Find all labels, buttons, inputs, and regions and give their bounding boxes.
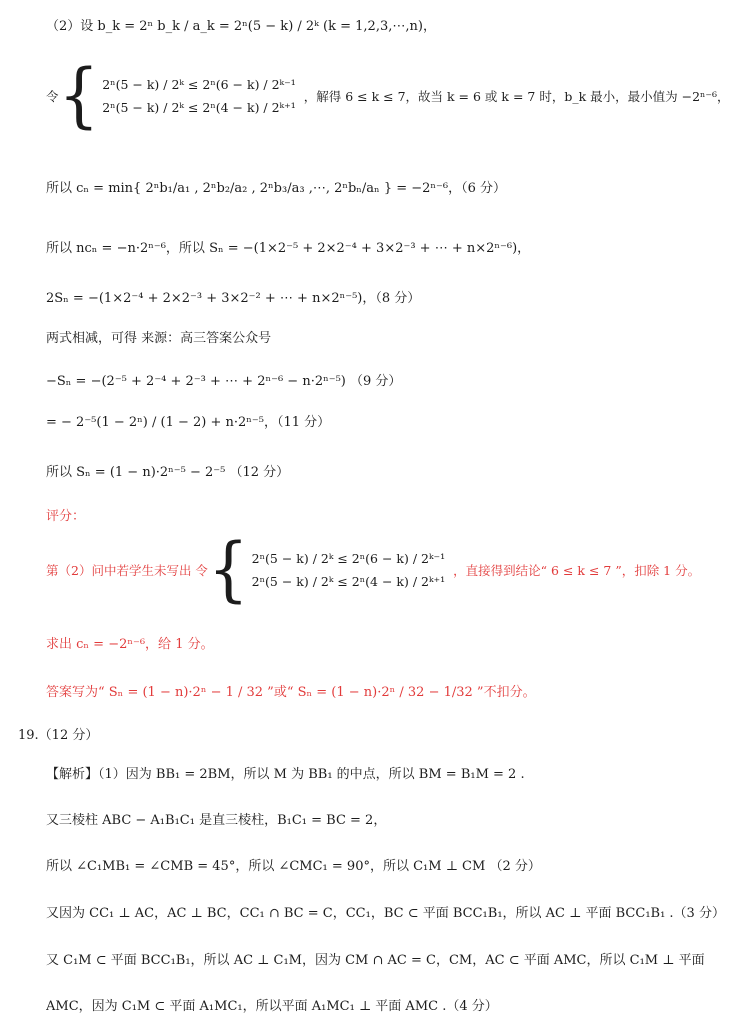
line-18: 又因为 CC₁ ⊥ AC，AC ⊥ BC，CC₁ ∩ BC = C，CC₁，BC ⊂ 平面 BCC₁B₁，所以 AC ⊥ 平面 BCC₁B₁ .（3 分） [46, 906, 725, 921]
line-4: 所以 ncₙ = −n·2ⁿ⁻⁶，所以 Sₙ = −(1×2⁻⁵ + 2×2⁻⁴ + 3×2⁻³ + ⋯ + n×2ⁿ⁻⁶)， [46, 241, 531, 256]
prefix-ling: 令 [46, 88, 59, 104]
line-8: = − 2⁻⁵(1 − 2ⁿ) / (1 − 2) + n·2ⁿ⁻⁵，（11 分） [46, 415, 331, 430]
comment-after: ，直接得到结论“ 6 ≤ k ≤ 7 ”，扣除 1 分。 [453, 562, 701, 578]
line-1: （2）设 b_k = 2ⁿ b_k / a_k = 2ⁿ(5 − k) / 2ᵏ (k = 1,2,3,⋯,n)， [46, 19, 436, 34]
line-20: AMC，因为 C₁M ⊂ 平面 A₁MC₁，所以平面 A₁MC₁ ⊥ 平面 AMC .（4 分） [46, 999, 498, 1014]
line-12-comment: 求出 cₙ = −2ⁿ⁻⁶，给 1 分。 [46, 637, 214, 652]
line-6: 两式相减，可得 来源：高三答案公众号 [46, 331, 272, 346]
line-17: 所以 ∠C₁MB₁ = ∠CMB = 45°，所以 ∠CMC₁ = 90°，所以 C₁M ⊥ CM （2 分） [46, 859, 541, 874]
line-16: 又三棱柱 ABC − A₁B₁C₁ 是直三棱柱，B₁C₁ = BC = 2， [46, 813, 387, 828]
line-7: −Sₙ = −(2⁻⁵ + 2⁻⁴ + 2⁻³ + ⋯ + 2ⁿ⁻⁶ − n·2ⁿ⁻⁵) （9 分） [46, 374, 402, 389]
inequality-row-1: 2ⁿ(5 − k) / 2ᵏ ≤ 2ⁿ(6 − k) / 2ᵏ⁻¹ [102, 77, 296, 92]
line-13-comment: 答案写为“ Sₙ = (1 − n)·2ⁿ − 1 / 32 ”或“ Sₙ = (1 − n)·2ⁿ / 32 − 1/32 ”不扣分。 [46, 685, 536, 700]
inequality-row-4: 2ⁿ(5 − k) / 2ᵏ ≤ 2ⁿ(4 − k) / 2ᵏ⁺¹ [251, 574, 446, 589]
question-19-heading: 19.（12 分） [18, 728, 99, 743]
line-5: 2Sₙ = −(1×2⁻⁴ + 2×2⁻³ + 3×2⁻² + ⋯ + n×2ⁿ⁻⁵)，（8 分） [46, 291, 421, 306]
line-15: 【解析】（1）因为 BB₁ = 2BM，所以 M 为 BB₁ 的中点，所以 BM = B₁M = 2 . [46, 767, 525, 782]
left-brace: { [58, 55, 100, 137]
inequality-row-2: 2ⁿ(5 − k) / 2ᵏ ≤ 2ⁿ(4 − k) / 2ᵏ⁺¹ [102, 100, 296, 115]
inequality-row-3: 2ⁿ(5 − k) / 2ᵏ ≤ 2ⁿ(6 − k) / 2ᵏ⁻¹ [251, 551, 446, 566]
system-inequality-1 [46, 55, 730, 137]
line-19: 又 C₁M ⊂ 平面 BCC₁B₁，所以 AC ⊥ C₁M，因为 CM ∩ AC = C，CM，AC ⊂ 平面 AMC，所以 C₁M ⊥ 平面 [46, 953, 705, 968]
inequality-result: ，解得 6 ≤ k ≤ 7，故当 k = 6 或 k = 7 时，b_k 最小，最小值为 −2ⁿ⁻⁶， [303, 88, 730, 104]
line-10-comment: 评分： [46, 509, 86, 524]
system-inequality-2 [46, 529, 701, 611]
left-brace-2: { [207, 529, 249, 611]
comment-prefix: 第（2）问中若学生未写出 令 [46, 562, 208, 578]
line-9: 所以 Sₙ = (1 − n)·2ⁿ⁻⁵ − 2⁻⁵ （12 分） [46, 465, 290, 480]
line-3: 所以 cₙ = min{ 2ⁿb₁/a₁ , 2ⁿb₂/a₂ , 2ⁿb₃/a₃ ,⋯, 2ⁿbₙ/aₙ } = −2ⁿ⁻⁶，（6 分） [46, 181, 507, 196]
